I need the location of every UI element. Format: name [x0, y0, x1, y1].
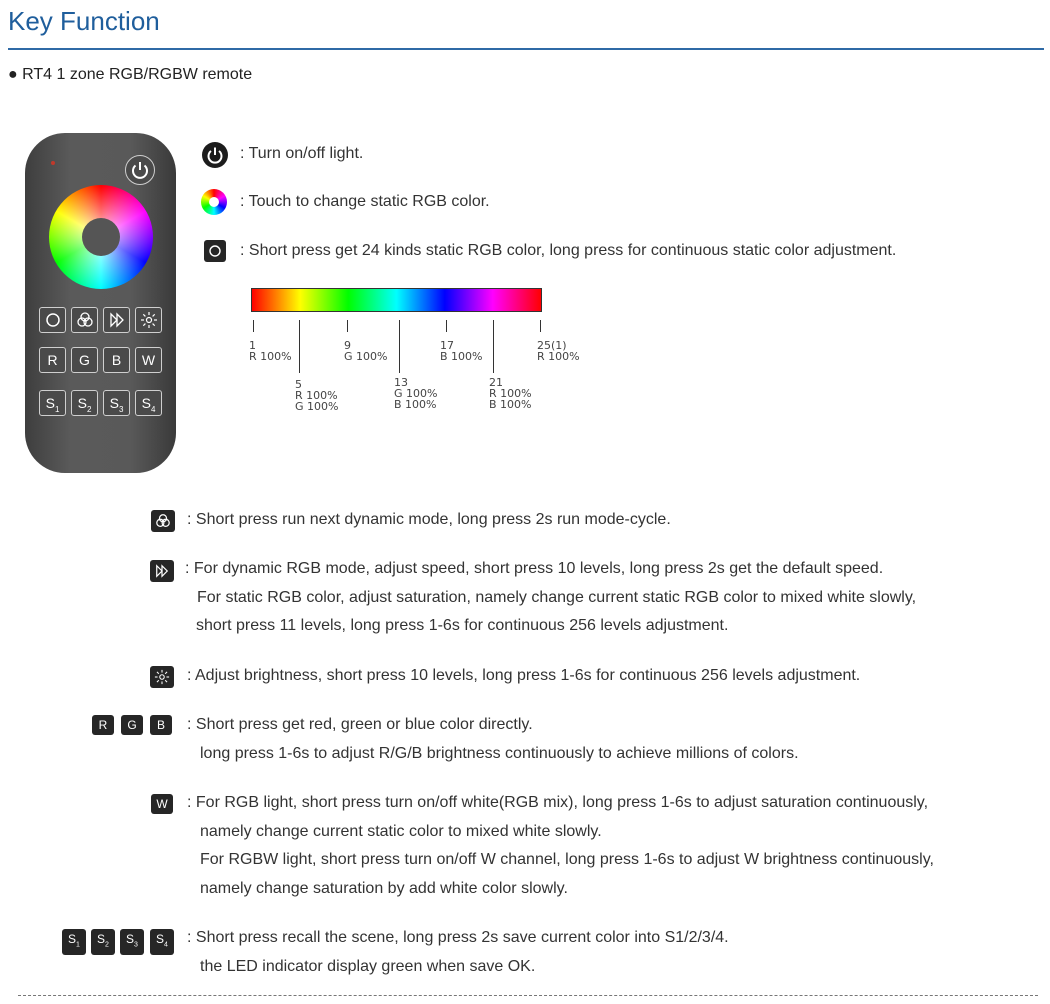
speed-description	[185, 555, 916, 641]
remote-color-wheel	[49, 185, 153, 289]
spectrum-tick	[446, 320, 447, 332]
title-underline	[8, 48, 1044, 50]
scene-description	[187, 924, 729, 981]
circle-icon	[45, 312, 61, 328]
scene-line-1: : Short press recall the scene, long press 2s save current color into S1/2/3/4.	[187, 929, 729, 946]
mode-description: : Short press run next dynamic mode, long press 2s run mode-cycle.	[187, 511, 671, 528]
remote-r-button: R	[39, 347, 66, 373]
white-line-2: namely change current static color to mixed white slowly.	[200, 822, 602, 840]
white-line-3: For RGBW light, short press turn on/off W channel, long press 1-6s to adjust W brightness continuously,	[200, 851, 934, 868]
remote-g-button: G	[71, 347, 98, 373]
remote-mode-button	[71, 307, 98, 333]
speed-icon	[154, 564, 170, 578]
g-key: G	[121, 715, 143, 735]
color-wheel-description: : Touch to change static RGB color.	[240, 193, 490, 210]
spectrum-label: 1 R 100%	[249, 339, 292, 363]
white-line-1: : For RGB light, short press turn on/off white(RGB mix), long press 1-6s to adjust saturation continuously,	[187, 794, 929, 811]
led-indicator	[51, 161, 55, 165]
spectrum-label: 21 R 100% B 100%	[489, 376, 532, 411]
spectrum-tick	[540, 320, 541, 332]
spectrum-label: 5 R 100% G 100%	[295, 378, 339, 413]
remote-speed-button	[103, 307, 130, 333]
rgb-description	[187, 711, 799, 768]
power-icon	[126, 156, 154, 184]
spectrum-label: 13 G 100% B 100%	[394, 376, 438, 411]
power-key-icon	[202, 142, 228, 168]
bottom-divider	[18, 995, 1038, 996]
brightness-description: : Adjust brightness, short press 10 levels, long press 1-6s for continuous 256 levels adjustment.	[187, 667, 861, 684]
scene-line-2: the LED indicator display green when save OK.	[200, 957, 536, 975]
spectrum-tick	[399, 320, 400, 373]
spectrum-label: 17 B 100%	[440, 339, 483, 363]
white-line-4: namely change saturation by add white color slowly.	[200, 879, 568, 897]
spectrum-tick	[347, 320, 348, 332]
s4-key: $S_4$	[150, 929, 174, 955]
remote-illustration	[25, 133, 176, 473]
s1-key: $S_1$	[62, 929, 86, 955]
remote-brightness-button	[135, 307, 162, 333]
circle-key-icon	[204, 240, 226, 262]
w-key: W	[151, 794, 173, 814]
mode-key-icon	[151, 510, 175, 532]
remote-circle-button	[39, 307, 66, 333]
remote-w-button: W	[135, 347, 162, 373]
rgb-line-2: long press 1-6s to adjust R/G/B brightness continuously to achieve millions of colors.	[200, 744, 799, 762]
brightness-icon	[154, 669, 170, 685]
spectrum-tick	[493, 320, 494, 373]
spectrum-tick	[299, 320, 300, 373]
color-wheel-icon	[201, 189, 227, 215]
remote-s4-button: $S_4$	[135, 390, 162, 416]
s3-key: $S_3$	[120, 929, 144, 955]
brightness-key-icon	[150, 666, 174, 688]
rgb-line-1: : Short press get red, green or blue color directly.	[187, 716, 533, 733]
spectrum-label: 9 G 100%	[344, 339, 388, 363]
page-title: Key Function	[8, 6, 160, 36]
white-description	[187, 789, 934, 903]
speed-icon	[108, 312, 126, 328]
remote-s2-button: $S_2$	[71, 390, 98, 416]
speed-key-icon	[150, 560, 174, 582]
circle-icon	[208, 244, 222, 258]
remote-s1-button: $S_1$	[39, 390, 66, 416]
remote-power-button	[125, 155, 155, 185]
speed-line-2: For static RGB color, adjust saturation, namely change current static RGB color to mixed white slowly,	[197, 588, 917, 606]
spectrum-label: 25(1) R 100%	[537, 339, 580, 363]
spectrum-bar	[251, 288, 542, 312]
speed-line-3: short press 11 levels, long press 1-6s for continuous 256 levels adjustment.	[196, 617, 729, 634]
power-icon	[202, 142, 228, 168]
mode-icon	[155, 513, 171, 529]
circle-description: : Short press get 24 kinds static RGB color, long press for continuous static color adjustment.	[240, 242, 897, 259]
r-key: R	[92, 715, 114, 735]
power-description: : Turn on/off light.	[240, 145, 364, 162]
brightness-icon	[140, 311, 158, 329]
mode-icon	[76, 311, 94, 329]
remote-s3-button: $S_3$	[103, 390, 130, 416]
speed-line-1: : For dynamic RGB mode, adjust speed, short press 10 levels, long press 2s get the default speed.	[185, 560, 884, 577]
section-subtitle: ● RT4 1 zone RGB/RGBW remote	[8, 66, 253, 83]
s2-key: $S_2$	[91, 929, 115, 955]
spectrum-tick	[253, 320, 254, 332]
remote-b-button: B	[103, 347, 130, 373]
b-key: B	[150, 715, 172, 735]
